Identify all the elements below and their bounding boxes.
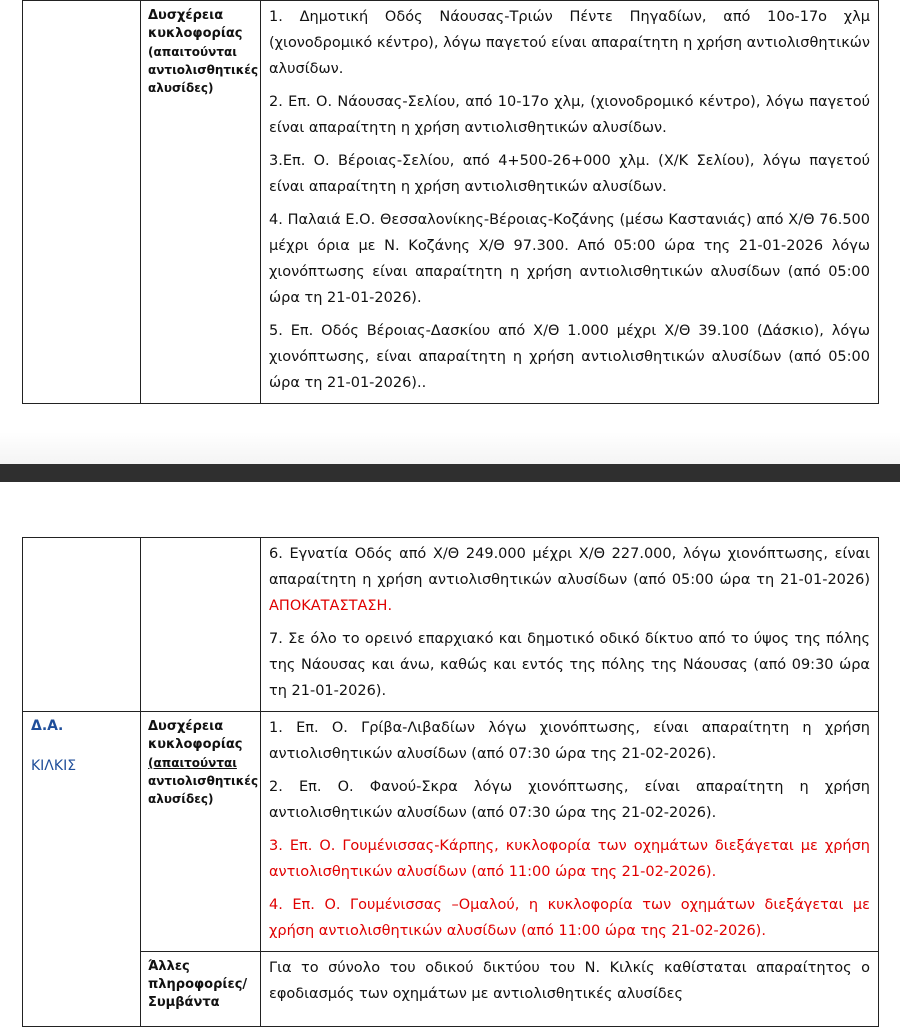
conditions-table-bottom [22,537,879,1027]
table-row [23,712,879,952]
category-cell [141,952,261,1027]
road-item: 3.Επ. Ο. Βέροιας-Σελίου, από 4+500-26+000 χλμ. (Χ/Κ Σελίου), λόγω παγετού είναι απαραίτητη η χρήση αντιολισθητικών αλυσίδων. [269,153,870,195]
document-page-bottom [0,482,900,1019]
conditions-table-top [22,0,879,404]
details-cell [261,538,879,712]
details-cell [261,952,879,1027]
region-name: ΚΙΛΚΙΣ [31,758,77,774]
region-cell [23,1,141,404]
category-line: Δυσχέρεια [148,8,224,23]
other-info-text: Για το σύνολο του οδικού δικτύου του Ν. Κιλκίς καθίσταται απαραίτητος ο εφοδιασμός των οχημάτων με αντιολισθητικές αλυσίδες [269,960,870,1002]
category-line: (απαιτούνται [148,756,237,770]
category-line: κυκλοφορίας [148,737,243,752]
road-item: 4. Παλαιά Ε.Ο. Θεσσαλονίκης-Βέροιας-Κοζάνης (μέσω Καστανιάς) από Χ/Θ 76.500 μέχρι όρια με Ν. Κοζάνης Χ/Θ 97.300. Από 05:00 ώρα της 21-01-2026 λόγω χιονόπτωσης είναι απαραίτητη η χρήση αντιολισθητικών αλυσίδων (από 05:00 ώρα τη 21-01-2026). [269,212,870,306]
category-line: αλυσίδες) [148,792,214,806]
region-label [23,712,140,776]
road-item-alert: 3. Επ. Ο. Γουμένισσας-Κάρπης, κυκλοφορία των οχημάτων διεξάγεται με χρήση αντιολισθητικών αλυσίδων (από 11:00 ώρα της 21-02-2026). [269,838,870,880]
category-line: Δυσχέρεια [148,719,224,734]
document-page-top [0,0,900,398]
other-info-line: πληροφορίες/ [148,977,248,992]
category-line: αντιολισθητικές [148,63,259,77]
category-line: αλυσίδες) [148,81,214,95]
other-info-line: Άλλες [148,959,190,974]
details-cell [261,712,879,952]
category-cell [141,1,261,404]
category-label [141,712,260,808]
other-info-label [141,952,260,1012]
table-row [23,1,879,404]
category-label [141,1,260,97]
category-line: (απαιτούνται [148,45,237,59]
restoration-status: ΑΠΟΚΑΤΑΣΤΑΣΗ. [269,598,393,614]
category-cell [141,712,261,952]
road-item: 5. Επ. Οδός Βέροιας-Δασκίου από Χ/Θ 1.000 μέχρι Χ/Θ 39.100 (Δάσκιο), λόγω χιονόπτωσης, είναι απαραίτητη η χρήση αντιολισθητικών αλυσίδων (από 05:00 ώρα τη 21-01-2026).. [269,323,870,391]
road-item [261,541,878,619]
table-row [23,952,879,1027]
table-row [23,538,879,712]
details-cell [261,1,879,404]
road-item: 1. Δημοτική Οδός Νάουσας-Τριών Πέντε Πηγαδίων, από 10ο-17ο χλμ (χιονοδρομικό κέντρο), λόγω παγετού είναι απαραίτητη η χρήση αντιολισθητικών αλυσίδων. [269,9,870,77]
other-info-line: Συμβάντα [148,995,220,1010]
category-line: κυκλοφορίας [148,26,243,41]
road-item-alert: 4. Επ. Ο. Γουμένισσας –Ομαλού, η κυκλοφορία των οχημάτων διεξάγεται με χρήση αντιολισθητικών αλυσίδων (από 11:00 ώρα της 21-02-2026). [269,897,870,939]
page-gap [0,432,900,464]
road-item: 2. Επ. Ο. Φανού-Σκρα λόγω χιονόπτωσης, είναι απαραίτητη η χρήση αντιολισθητικών αλυσίδων (από 07:30 ώρα της 21-02-2026). [269,779,870,821]
region-cell [23,712,141,1027]
road-item: 1. Επ. Ο. Γρίβα-Λιβαδίων λόγω χιονόπτωσης, είναι απαραίτητη η χρήση αντιολισθητικών αλυσίδων (από 07:30 ώρα της 21-02-2026). [269,720,870,762]
region-cell [23,538,141,712]
category-line: αντιολισθητικές [148,774,259,788]
category-cell [141,538,261,712]
page-separator [0,464,900,482]
road-item: 7. Σε όλο το ορεινό επαρχιακό και δημοτικό οδικό δίκτυο από το ύψος της πόλης της Νάουσας και άνω, καθώς και εντός της πόλης της Νάουσας (από 09:30 ώρα τη 21-01-2026). [269,631,870,699]
road-item: 2. Επ. Ο. Νάουσας-Σελίου, από 10-17ο χλμ, (χιονοδρομικό κέντρο), λόγω παγετού είναι απαραίτητη η χρήση αντιολισθητικών αλυσίδων. [269,94,870,136]
region-abbrev: Δ.Α. [31,718,64,734]
road-item-text: 6. Εγνατία Οδός από Χ/Θ 249.000 μέχρι Χ/Θ 227.000, λόγω χιονόπτωσης, είναι απαραίτητη η χρήση αντιολισθητικών αλυσίδων (από 05:00 ώρα τη 21-01-2026) [269,546,870,588]
